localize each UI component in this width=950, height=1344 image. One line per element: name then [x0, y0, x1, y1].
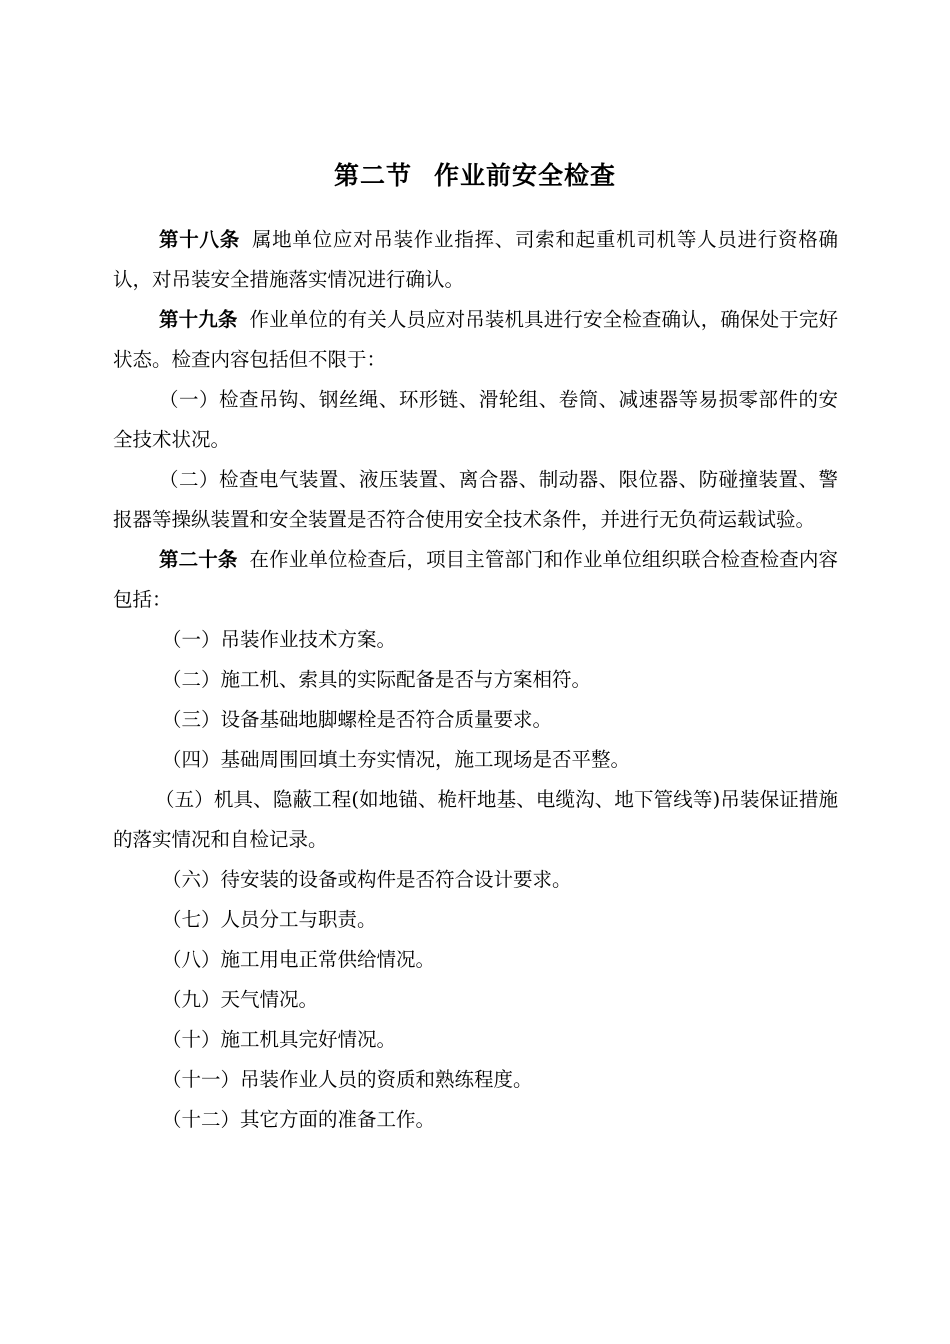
paragraph-text: （七）人员分工与职责。 — [162, 908, 377, 931]
paragraph-text: （二）施工机、索具的实际配备是否与方案相符。 — [162, 668, 592, 691]
list-item — [113, 940, 838, 980]
list-item — [113, 1100, 838, 1140]
paragraph-text: （六）待安装的设备或构件是否符合设计要求。 — [162, 868, 572, 891]
paragraph-text: 作业单位的有关人员应对吊装机具进行安全检查确认，确保处于完好状态。检查内容包括但不限于： — [113, 308, 838, 371]
list-item — [113, 1020, 838, 1060]
document-body — [113, 220, 838, 1140]
article-20-paragraph — [113, 540, 838, 620]
paragraph-text: （九）天气情况。 — [162, 988, 319, 1011]
article-19-paragraph — [113, 300, 838, 380]
article-18-paragraph — [113, 220, 838, 300]
paragraph-text: （四）基础周围回填土夯实情况，施工现场是否平整。 — [162, 748, 631, 771]
list-item — [113, 380, 838, 460]
paragraph-text: （一）检查吊钩、钢丝绳、环形链、滑轮组、卷筒、减速器等易损零部件的安全技术状况。 — [113, 388, 838, 451]
section-number: 第二节 — [333, 161, 412, 190]
list-item — [113, 980, 838, 1020]
paragraph-text: 在作业单位检查后，项目主管部门和作业单位组织联合检查检查内容包括： — [113, 548, 838, 611]
list-item — [113, 1060, 838, 1100]
paragraph-text: （一）吊装作业技术方案。 — [162, 628, 397, 651]
paragraph-text: （八）施工用电正常供给情况。 — [162, 948, 436, 971]
list-item — [113, 860, 838, 900]
paragraph-text: （十一）吊装作业人员的资质和熟练程度。 — [162, 1068, 533, 1091]
paragraph-text: （五）机具、隐蔽工程(如地锚、桅杆地基、电缆沟、地下管线等)吊装保证措施的落实情况和自检记录。 — [113, 788, 838, 851]
list-item — [113, 780, 838, 860]
list-item — [113, 460, 838, 540]
section-title — [0, 158, 950, 194]
paragraph-text: 属地单位应对吊装作业指挥、司索和起重机司机等人员进行资格确认，对吊装安全措施落实情况进行确认。 — [113, 228, 838, 291]
article-number: 第十八条 — [159, 228, 240, 251]
paragraph-text: （十）施工机具完好情况。 — [162, 1028, 397, 1051]
paragraph-text: （十二）其它方面的准备工作。 — [162, 1108, 436, 1131]
list-item — [113, 700, 838, 740]
paragraph-text: （三）设备基础地脚螺栓是否符合质量要求。 — [162, 708, 553, 731]
section-heading: 作业前安全检查 — [434, 161, 617, 190]
list-item — [113, 620, 838, 660]
article-number: 第二十条 — [159, 548, 238, 571]
paragraph-text: （二）检查电气装置、液压装置、离合器、制动器、限位器、防碰撞装置、警报器等操纵装置和安全装置是否符合使用安全技术条件，并进行无负荷运载试验。 — [113, 468, 838, 531]
list-item — [113, 900, 838, 940]
article-number: 第十九条 — [159, 308, 238, 331]
list-item — [113, 660, 838, 700]
list-item — [113, 740, 838, 780]
